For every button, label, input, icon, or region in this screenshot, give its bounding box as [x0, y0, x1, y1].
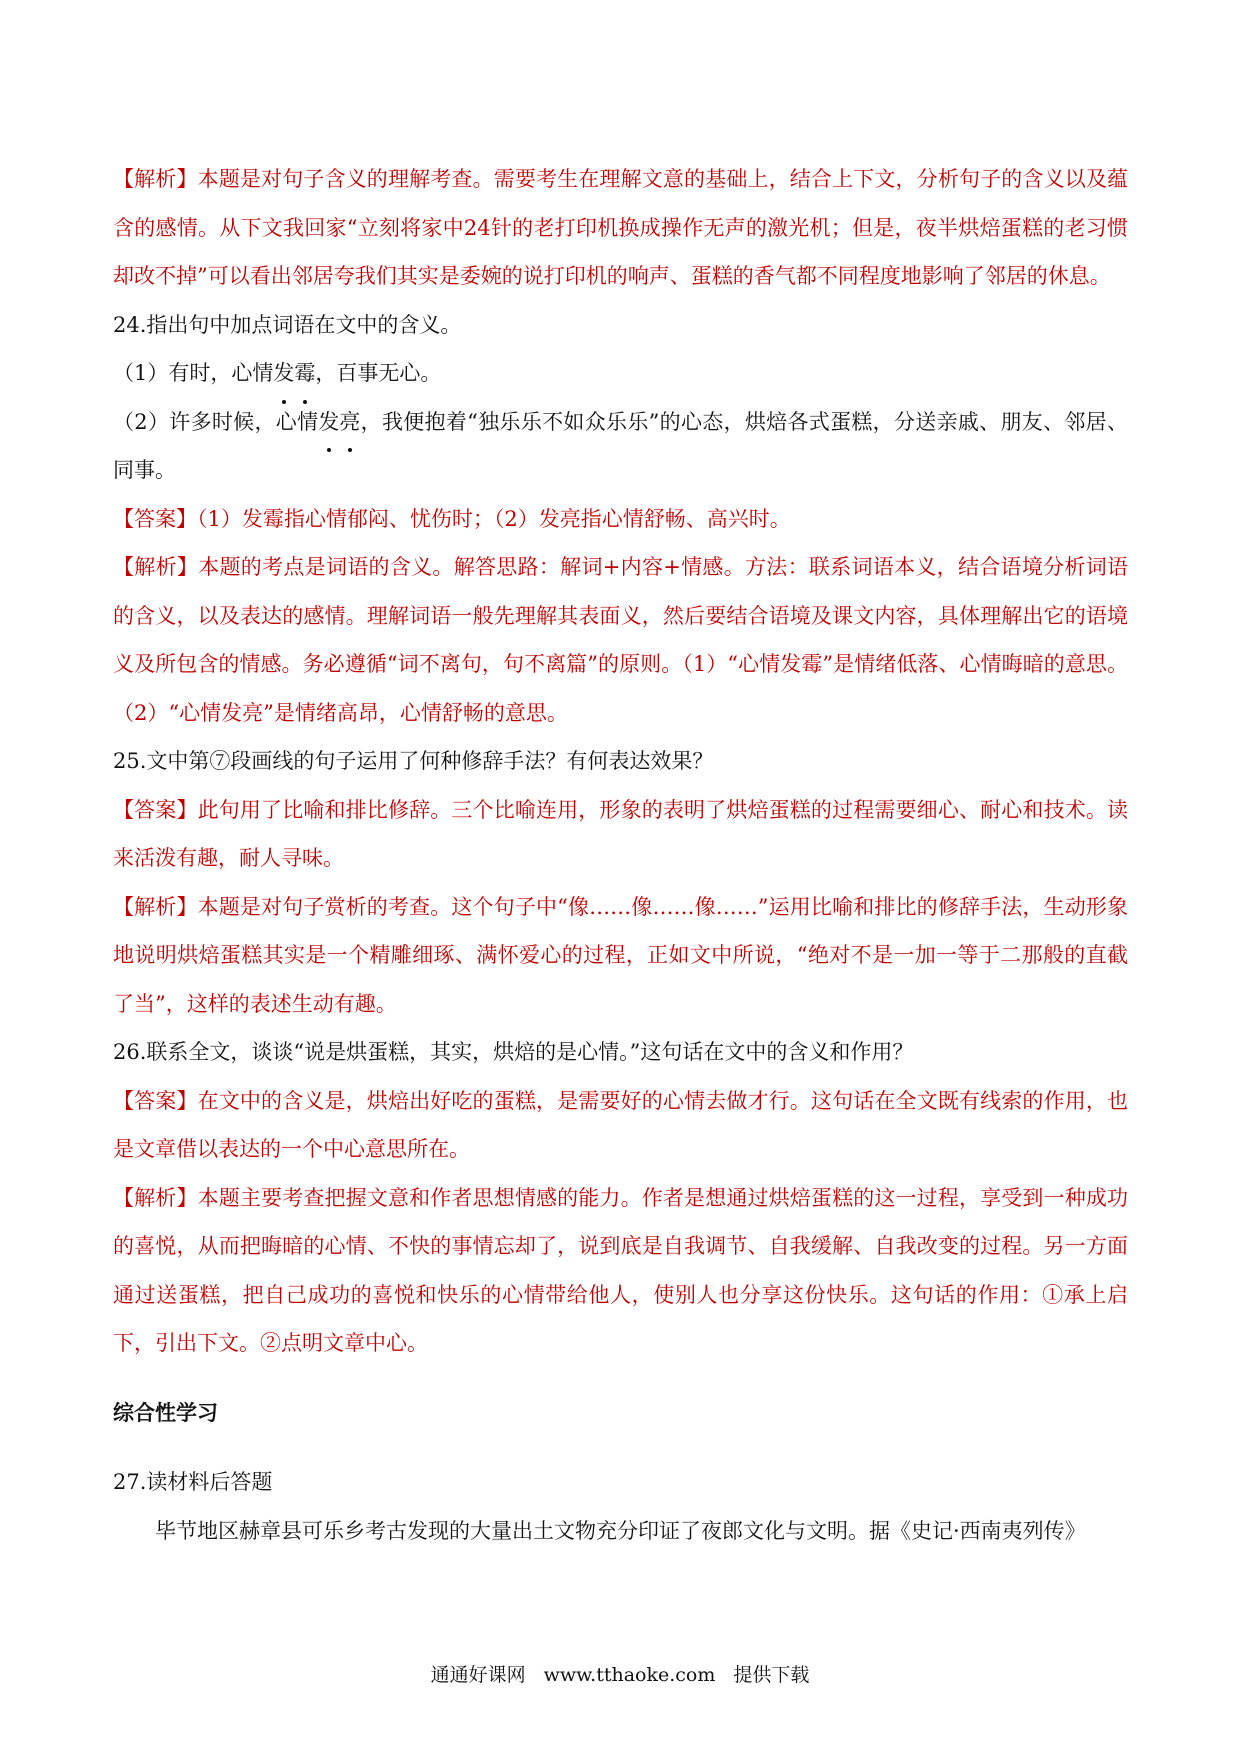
- item-text: ，我便抱着“独乐乐不如众乐乐”的心态，烘焙各式蛋糕，分送亲戚、朋友、邻居、同事。: [113, 409, 1128, 482]
- footer-suffix: 提供下载: [733, 1664, 810, 1686]
- analysis-text: 本题的考点是词语的含义。解答思路：解词+内容+情感。方法：联系词语本义，结合语境分析词语的含义，以及表达的感情。理解词语一般先理解其表面义，然后要结合语境及课文内容，具体理解出它的语境义及所包含的情感。务必遵循“词不离句，句不离篇”的原则。（1）“心情发霉”是情绪低落、心情晦暗的意思。（2）“心情发亮”是情绪高昂，心情舒畅的意思。: [113, 555, 1128, 725]
- item-text: （2）许多时候，心情: [113, 409, 319, 434]
- answer-tag: 【答案】: [113, 797, 198, 822]
- analysis-text: 本题是对句子含义的理解考查。需要考生在理解文意的基础上，结合上下文，分析句子的含义以及蕴含的感情。从下文我回家“立刻将家中24针的老打印机换成操作无声的激光机；但是，夜半烘焙蛋糕的老习惯却改不掉”可以看出邻居夸我们其实是委婉的说打印机的响声、蛋糕的香气都不同程度地影响了邻居的休息。: [113, 167, 1129, 288]
- answer-text: 在文中的含义是，烘焙出好吃的蛋糕，是需要好的心情去做才行。这句话在全文既有线索的作用，也是文章借以表达的一个中心意思所在。: [113, 1088, 1129, 1161]
- item-text: ，百事无心。: [315, 361, 442, 385]
- analysis-tag: 【解析】: [113, 1185, 198, 1210]
- footer-url[interactable]: www.tthaoke.com: [543, 1664, 716, 1686]
- analysis-text: 本题主要考查把握文意和作者思想情感的能力。作者是想通过烘焙蛋糕的这一过程，享受到一种成功的喜悦，从而把晦暗的心情、不快的事情忘却了，说到底是自我调节、自我缓解、自我改变的过程。另一方面通过送蛋糕，把自己成功的喜悦和快乐的心情带给他人，使别人也分享这份快乐。这句话的作用：①承上启下，引出下文。②点明文章中心。: [113, 1185, 1129, 1355]
- dotted-char: 发: [273, 349, 294, 398]
- analysis-24: [113, 543, 1128, 737]
- analysis-tag: 【解析】: [113, 167, 198, 191]
- dotted-char: 发: [318, 398, 339, 447]
- analysis-26: [113, 1174, 1128, 1368]
- question-25: 25.文中第⑦段画线的句子运用了何种修辞手法？有何表达效果？: [113, 749, 714, 773]
- answer-tag: 【答案】: [113, 1088, 198, 1113]
- page-footer: [0, 1660, 1240, 1687]
- analysis-23: [113, 155, 1128, 301]
- dotted-char: 亮: [339, 398, 360, 447]
- question-24: 24.指出句中加点词语在文中的含义。: [113, 312, 462, 337]
- question-26: 26.联系全文，谈谈“说是烘蛋糕，其实，烘焙的是心情。”这句话在文中的含义和作用？: [113, 1040, 914, 1064]
- analysis-25: [113, 883, 1128, 1029]
- item-text: （1）有时，心情: [113, 361, 274, 385]
- analysis-tag: 【解析】: [113, 894, 198, 919]
- document-body: [113, 155, 1128, 1555]
- answer-25: [113, 786, 1128, 883]
- question-24-item-1: [113, 349, 1128, 398]
- answer-text: 此句用了比喻和排比修辞。三个比喻连用，形象的表明了烘焙蛋糕的过程需要细心、耐心和技术。读来活泼有趣，耐人寻味。: [113, 797, 1129, 870]
- answer-26: [113, 1077, 1128, 1174]
- analysis-tag: 【解析】: [113, 555, 199, 579]
- answer-24: [113, 495, 1128, 544]
- footer-site-name: 通通好课网: [430, 1664, 526, 1686]
- answer-text: （1）发霉指心情郁闷、忧伤时；（2）发亮指心情舒畅、高兴时。: [197, 506, 791, 531]
- analysis-text: 本题是对句子赏析的考查。这个句子中“像……像……像……”运用比喻和排比的修辞手法，生动形象地说明烘焙蛋糕其实是一个精雕细琢、满怀爱心的过程，正如文中所说，“绝对不是一加一等于二那般的直截了当”，这样的表述生动有趣。: [113, 894, 1128, 1016]
- question-24-item-2: [113, 398, 1128, 495]
- material-text: 毕节地区赫章县可乐乡考古发现的大量出土文物充分印证了夜郎文化与文明。据《史记·西南夷列传》: [155, 1518, 1086, 1543]
- section-heading: 综合性学习: [113, 1400, 218, 1425]
- answer-tag: 【答案】: [113, 506, 197, 531]
- question-27: 27.读材料后答题: [113, 1470, 273, 1494]
- dotted-char: 霉: [294, 349, 315, 398]
